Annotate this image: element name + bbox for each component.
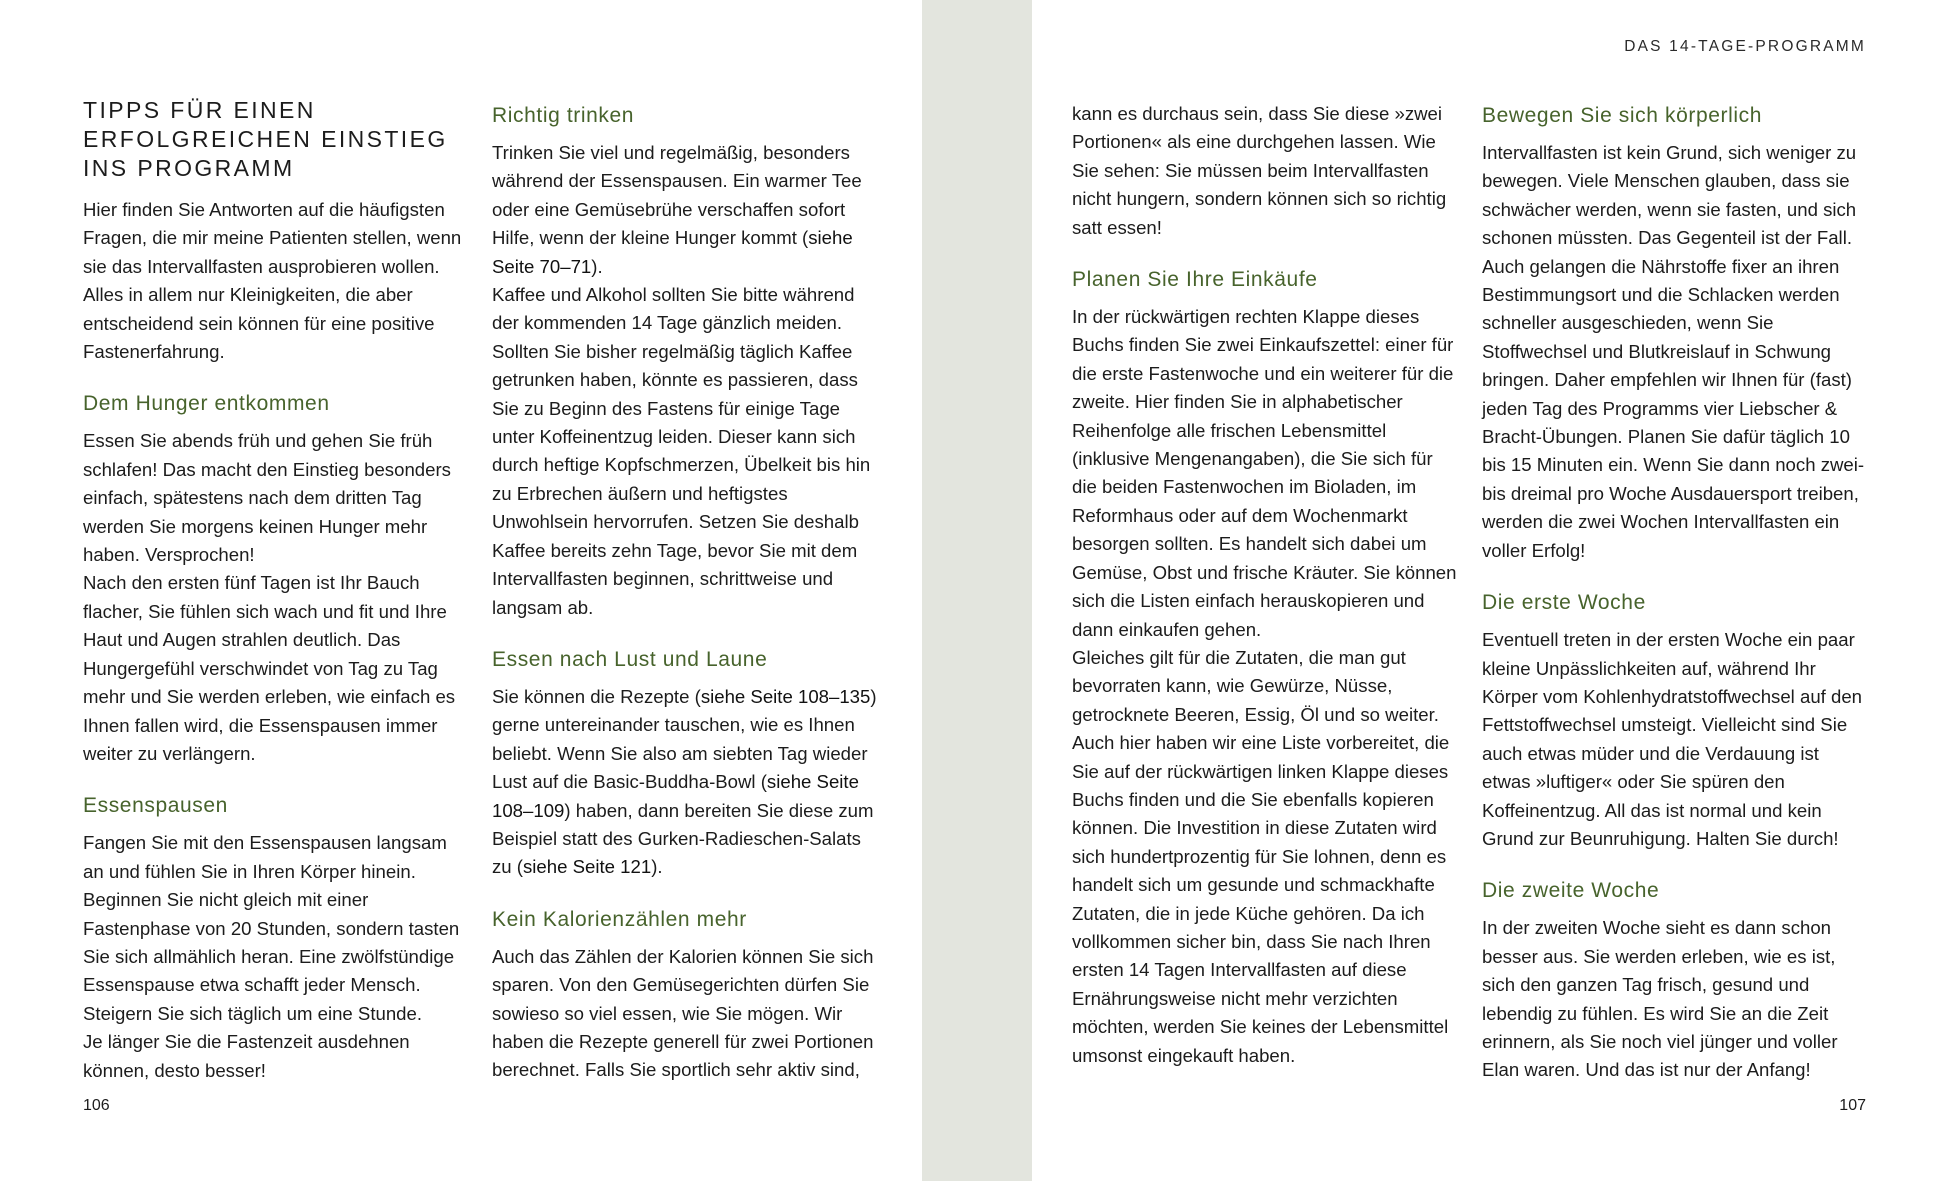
- drink-paragraph-1: [492, 139, 880, 281]
- heading-erste-woche: Die erste Woche: [1482, 591, 1646, 615]
- continued-paragraph: kann es durchaus sein, dass Sie diese »zwei Portionen« als eine durchgehen lassen. Wie Sie sehen: Sie müssen beim Intervallfasten nicht hungern, sondern können sich so richtig satt essen!: [1072, 103, 1447, 238]
- drink-text-a: Trinken Sie viel und regelmäßig, besonders während der Essenspausen. Ein warmer Tee oder eine Gemüsebrühe verschaffen sofort Hilfe, wenn der kleine Hunger kommt (: [492, 142, 862, 249]
- page-reference: siehe Seite 108–109: [492, 771, 859, 821]
- right-page: [1032, 0, 1948, 1181]
- week1-paragraph: Eventuell treten in der ersten Woche ein paar kleine Unpässlichkeiten auf, während Ihr Körper vom Kohlenhydratstoffwechsel auf den Fettstoffwechsel umsteigt. Vielleicht sind Sie auch etwas müder und die Verdauung ist etwas »luftiger« oder Sie spüren den Koffeinentzug. All das ist normal und kein Grund zur Beunruhigung. Halten Sie durch!: [1482, 629, 1863, 849]
- move-paragraph: Intervallfasten ist kein Grund, sich weniger zu bewegen. Viele Menschen glauben, dass sie schwächer werden, wenn sie fasten, und sich schonen müssten. Das Gegenteil ist der Fall. Auch gelangen die Nährstoffe fixer an ihren Bestimmungsort und die Schlacken werden schneller ausgeschieden, wenn Sie Stoffwechsel und Blutkreislauf in Schwung bringen. Daher empfehlen wir Ihnen für (fast) jeden Tag des Programms vier Liebscher & Bracht-Übungen. Planen Sie dafür täglich 10 bis 15 Minuten ein. Wenn Sie dann noch zwei- bis dreimal pro Woche Ausdauersport treiben, werden die zwei Wochen Intervallfasten ein voller Erfolg!: [1482, 142, 1865, 561]
- drink-paragraph-2: Kaffee und Alkohol sollten Sie bitte während der kommenden 14 Tage gänzlich meiden. Sollten Sie bisher regelmäßig täglich Kaffee getrunken haben, könnte es passieren, dass Sie zu Beginn des Fastens für einige Tage unter Koffeinentzug leiden. Dieser kann sich durch heftige Kopfschmerzen, Übelkeit bis hin zu Erbrechen äußern und heftigstes Unwohlsein hervorrufen. Setzen Sie deshalb Kaffee bereits zehn Tage, bevor Sie mit dem Intervallfasten beginnen, schrittweise und langsam ab.: [492, 284, 871, 618]
- page-reference: siehe Seite 108–135: [700, 685, 871, 707]
- page-reference: siehe Seite 121: [523, 856, 652, 878]
- hunger-paragraph-2: Nach den ersten fünf Tagen ist Ihr Bauch flacher, Sie fühlen sich wach und fit und Ihre Haut und Augen strahlen deutlich. Das Hungergefühl verschwindet von Tag zu Tag mehr und Sie werden erleben, wie einfach es Ihnen fallen wird, die Essenspausen immer weiter zu verlängern.: [83, 572, 456, 764]
- heading-hunger: Dem Hunger entkommen: [83, 392, 330, 416]
- heading-einkaeufe: Planen Sie Ihre Einkäufe: [1072, 268, 1318, 292]
- hunger-paragraph-1: Essen Sie abends früh und gehen Sie früh schlafen! Das macht den Einstieg besonders einfach, spätestens nach dem dritten Tag werden Sie morgens keinen Hunger mehr haben. Versprochen!: [83, 430, 451, 566]
- lust-text-d: ).: [651, 856, 663, 878]
- heading-lust-laune: Essen nach Lust und Laune: [492, 647, 768, 671]
- pause-paragraph-1: Fangen Sie mit den Essenspausen langsam an und fühlen Sie in Ihren Körper hinein. Beginnen Sie nicht gleich mit einer Fastenphase von 20 Stunden, sondern tasten Sie sich allmählich heran. Eine zwölfstündige Essenspause etwa schafft jeder Mensch. Steigern Sie sich täglich um eine Stunde.: [83, 832, 460, 1024]
- pause-paragraph-2: Je länger Sie die Fastenzeit ausdehnen können, desto besser!: [83, 1031, 410, 1081]
- book-gutter: [922, 0, 1032, 1181]
- week2-paragraph: In der zweiten Woche sieht es dann schon besser aus. Sie werden erleben, wie es ist, sich den ganzen Tag frisch, gesund und lebendig zu fühlen. Es wird Sie an die Zeit erinnern, als Sie noch viel jünger und voller Elan waren. Und das ist nur der Anfang!: [1482, 917, 1838, 1081]
- lust-text-a: Sie können die Rezepte (: [492, 685, 701, 707]
- column-1: [83, 97, 471, 1085]
- shop-paragraph-2: Gleiches gilt für die Zutaten, die man gut bevorraten kann, wie Gewürze, Nüsse, getrocknete Beeren, Essig, Öl und so weiter. Auch hier haben wir eine Liste vorbereitet, die Sie auf der rückwärtigen linken Klappe dieses Buchs finden und die Sie ebenfalls kopieren können. Die Investition in diese Zutaten wird sich hundertprozentig für Sie lohnen, denn es handelt sich um gesunde und schmackhafte Zutaten, die in jede Küche gehören. Da ich vollkommen sicher bin, dass Sie nach Ihren ersten 14 Tagen Intervallfasten auf diese Ernährungsweise nicht mehr verzichten möchten, werden Sie keines der Lebensmittel umsonst eingekauft haben.: [1072, 646, 1450, 1066]
- column-2: [492, 100, 880, 1085]
- column-3: [1072, 100, 1460, 1070]
- heading-zweite-woche: Die zweite Woche: [1482, 879, 1660, 903]
- left-page: [0, 0, 922, 1181]
- lust-paragraph: [492, 683, 880, 882]
- heading-kalorien: Kein Kalorienzählen mehr: [492, 907, 747, 931]
- section-title: TIPPS FÜR EINEN ERFOLGREICHEN EINSTIEG INS PROGRAMM: [83, 97, 448, 181]
- running-head: DAS 14-TAGE-PROGRAMM: [1624, 38, 1866, 55]
- heading-essenspausen: Essenspausen: [83, 794, 228, 818]
- intro-paragraph: Hier finden Sie Antworten auf die häufigsten Fragen, die mir meine Patienten stellen, wenn sie das Intervallfasten ausprobieren wollen. Alles in allem nur Kleinigkeiten, die aber entscheidend sein können für eine positive Fastenerfahrung.: [83, 199, 462, 363]
- drink-text-b: ).: [591, 255, 603, 277]
- lust-text-b: ) gerne untereinander tauschen, wie es Ihnen beliebt. Wenn Sie also am siebten Tag wieder Lust auf die Basic-Buddha-Bowl (: [492, 685, 877, 793]
- heading-bewegung: Bewegen Sie sich körperlich: [1482, 104, 1763, 127]
- lust-text-c: ) haben, dann bereiten Sie diese zum Beispiel statt des Gurken-Radieschen-Salats zu (: [492, 799, 874, 878]
- heading-trinken: Richtig trinken: [492, 104, 635, 127]
- shop-paragraph-1: In der rückwärtigen rechten Klappe dieses Buchs finden Sie zwei Einkaufszettel: einer für die erste Fastenwoche und ein weiterer für die zweite. Hier finden Sie in alphabetischer Reihenfolge alle frischen Lebensmittel (inklusive Mengenangaben), die Sie sich für die beiden Fastenwochen im Bioladen, im Reformhaus oder auf dem Wochenmarkt besorgen sollten. Es handelt sich dabei um Gemüse, Obst und frische Kräuter. Sie können sich die Listen einfach herauskopieren und dann einkaufen gehen.: [1072, 306, 1457, 640]
- column-4: [1482, 100, 1870, 1085]
- page-number-left: 106: [83, 1097, 110, 1114]
- page-reference: siehe Seite 70–71: [492, 227, 853, 277]
- page-number-right: 107: [1839, 1097, 1866, 1114]
- kcal-paragraph: Auch das Zählen der Kalorien können Sie sich sparen. Von den Gemüsegerichten dürfen Sie sowieso so viel essen, wie Sie mögen. Wir haben die Rezepte generell für zwei Portionen berechnet. Falls Sie sportlich sehr aktiv sind,: [492, 945, 874, 1081]
